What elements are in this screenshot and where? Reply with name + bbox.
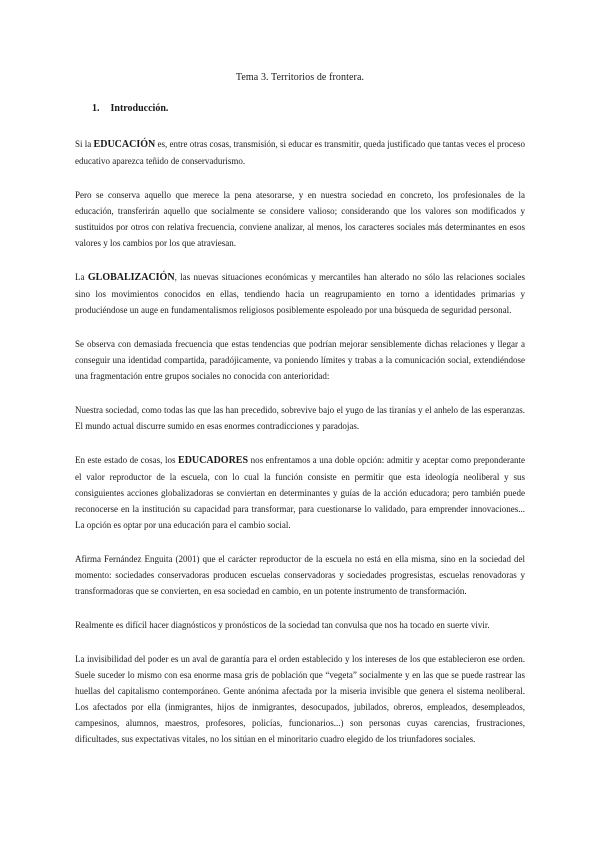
paragraph: Se observa con demasiada frecuencia que estas tendencias que podrían mejorar sensiblemente dichas relaciones y llegar a conseguir una identidad compartida, paradójicamente, va poniendo límites y trabas a la comunicación social, extendiéndose una fragmentación entre grupos sociales no conocida con anterioridad: [75, 339, 525, 381]
paragraph [75, 452, 525, 533]
paragraph: Nuestra sociedad, como todas las que las han precedido, sobrevive bajo el yugo de las tiranías y el anhelo de las esperanzas. El mundo actual discurre sumido en esas enormes contradicciones y paradojas. [75, 405, 525, 431]
paragraph-text: es, entre otras cosas, transmisión, si educar es transmitir, queda justificado que tantas veces el proceso educativo aparezca teñido de conservadurismo. [75, 139, 525, 166]
key-term: EDUCADORES [178, 455, 249, 466]
paragraph [75, 136, 525, 169]
paragraph [75, 269, 525, 318]
section-heading [92, 103, 168, 114]
paragraph: Afirma Fernández Enguita (2001) que el carácter reproductor de la escuela no está en ella misma, sino en la sociedad del momento: sociedades conservadoras producen escuelas conservadoras y sociedades progresistas, escuelas renovadoras y transformadoras que se convierten, en esa sociedad en cambio, en un potente instrumento de transformación. [75, 554, 525, 596]
page-title: Tema 3. Territorios de frontera. [235, 72, 365, 83]
paragraph-text: , las nuevas situaciones económicas y mercantiles han alterado no sólo las relaciones sociales sino los movimientos conocidos en ellas, tendiendo hacia un reagrupamiento en torno a identidades primarias y produciéndose un auge en fundamentalismos religiosos posiblemente espoleado por una búsqueda de seguridad personal. [75, 272, 526, 315]
key-term: GLOBALIZACIÓN [87, 272, 175, 283]
paragraph: La invisibilidad del poder es un aval de garantía para el orden establecido y los intereses de los que establecieron ese orden. Suele suceder lo mismo con esa enorme masa gris de población que “vegeta” socialmente y en las que se puede rastrear las huellas del capitalismo contemporáneo. Gente anónima afectada por la miseria invisible que genera el sistema neoliberal. Los afectados por ella (inmigrantes, hijos de inmigrantes, desocupados, jubilados, obreros, empleados, desempleados, campesinos, alumnos, maestros, profesores, policías, funcionarios...) son personas cuyas carencias, frustraciones, dificultades, sus expectativas vitales, no los sitúan en el minoritario cuadro elegido de los triunfadores sociales. [75, 654, 525, 744]
key-term: EDUCACIÓN [93, 139, 156, 150]
section-title: Introducción. [110, 103, 169, 114]
paragraph-text: En este estado de cosas, los [75, 455, 179, 465]
section-number: 1. [92, 103, 100, 114]
paragraph-text: Si la [75, 139, 94, 149]
paragraph-text: La [75, 272, 88, 282]
paragraph: Pero se conserva aquello que merece la pena atesorarse, y en nuestra sociedad en concreto, los profesionales de la educación, transferirán aquello que socialmente se considere valioso; considerando que los valores son modificados y sustituidos por otros con relativa frecuencia, conviene analizar, al menos, los caracteres sociales más determinantes en esos valores y los cambios por los que atraviesan. [75, 190, 525, 248]
document-body [75, 136, 525, 765]
paragraph-text: nos enfrentamos a una doble opción: admitir y aceptar como preponderante el valor reproductor de la escuela, con lo cual la función consiste en permitir que esta ideología neoliberal y sus consiguientes acciones globalizadoras se conviertan en determinantes y guías de la acción educadora; pero también puede reconocerse en la institución su capacidad para transformar, para cuestionarse lo validado, para emprender innovaciones... La opción es optar por una educación para el cambio social. [75, 455, 525, 530]
paragraph: Realmente es difícil hacer diagnósticos y pronósticos de la sociedad tan convulsa que nos ha tocado en suerte vivir. [75, 620, 490, 630]
